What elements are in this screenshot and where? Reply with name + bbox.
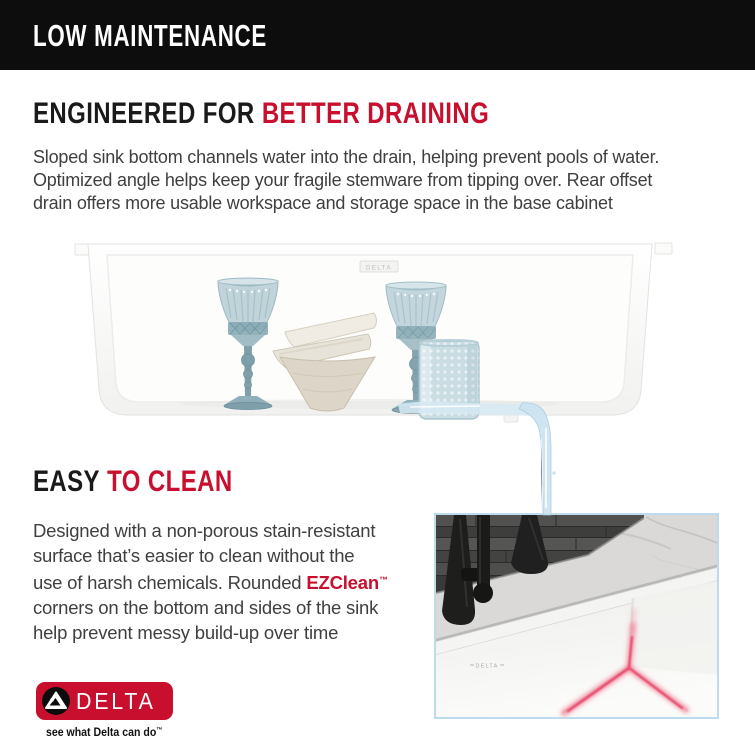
sink-cutaway-figure [60,238,700,520]
svg-text:DELTA: DELTA [366,265,392,272]
tagline-text: see what Delta can do [46,725,157,739]
delta-badge [360,261,398,272]
body-line: Sloped sink bottom channels water into the drain, helping prevent pools of water. [33,147,660,167]
body-line: corners on the bottom and sides of the sink [33,597,379,618]
brand-footer [36,682,173,739]
delta-logo [36,682,173,720]
body-line: surface that’s easier to clean without the [33,545,355,566]
ezclean-corner-illustration [436,515,717,717]
body-line-with-highlight [33,568,443,595]
heading-accent-text: BETTER DRAINING [261,97,490,130]
body-easy-to-clean [33,518,443,645]
water-stream [519,403,556,515]
heading-better-draining [33,99,489,129]
sink-cutaway-illustration [60,238,700,520]
body-line: drain offers more usable workspace and storage space in the base cabinet [33,193,613,213]
delta-triangle-icon [41,686,71,716]
sink-rim-flange-right [655,243,672,254]
trademark-symbol: ™ [378,575,388,585]
heading-primary-text: EASY [33,465,100,498]
svg-text:DELTA: DELTA [475,663,499,670]
trademark-symbol: ™ [156,727,163,734]
heading-accent-text: TO CLEAN [107,465,233,498]
body-line-prefix: use of harsh chemicals. Rounded [33,572,307,593]
body-better-draining [33,146,738,215]
body-line: help prevent messy build-up over time [33,622,339,643]
body-line: Designed with a non-porous stain-resistant [33,520,376,541]
delta-logo-text: DELTA [76,687,156,714]
ezclean-corner-photo [434,513,719,719]
body-line: Optimized angle helps keep your fragile stemware from tipping over. Rear offset [33,170,653,190]
banner-title: LOW MAINTENANCE [33,17,267,53]
heading-primary-text: ENGINEERED FOR [33,97,255,130]
banner [0,0,755,70]
delta-tagline [36,725,173,739]
ezclean-brand-text: EZClean [306,572,379,593]
